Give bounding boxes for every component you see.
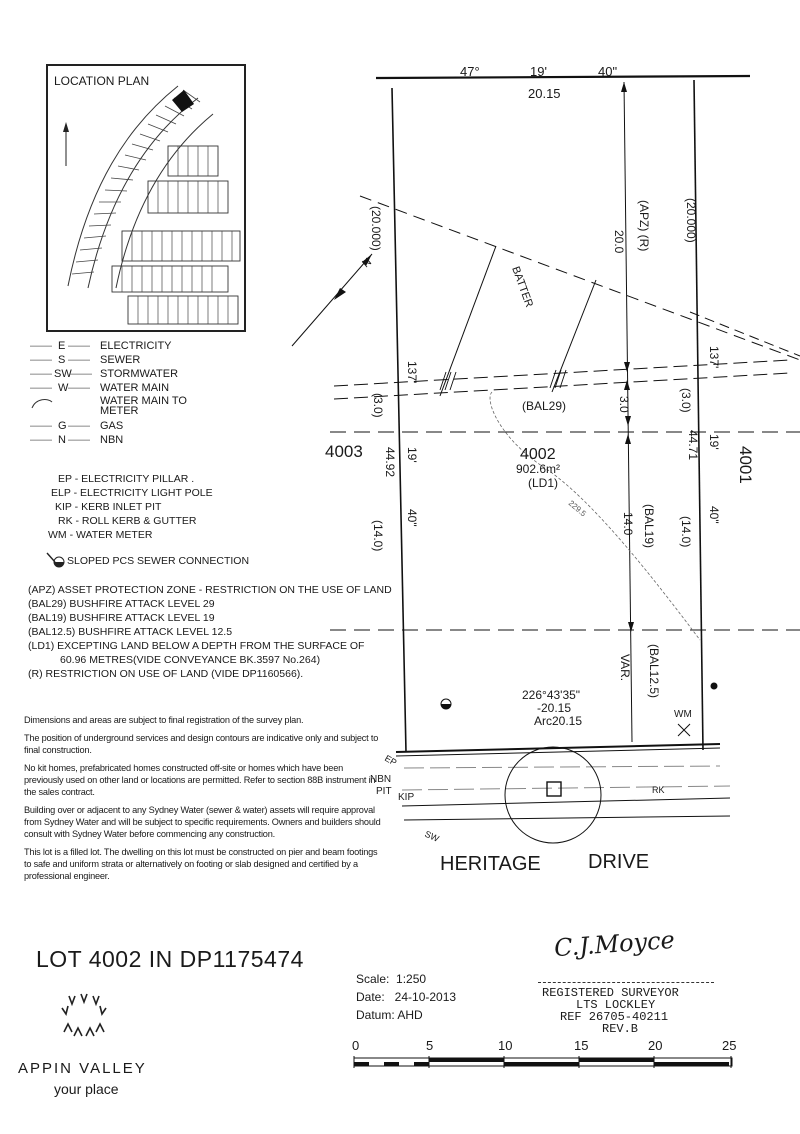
plan-label: (20.000) [369, 206, 383, 251]
plan-label: RK [652, 785, 665, 795]
plan-label: 19' [530, 64, 547, 79]
plan-label: 14.0 [621, 512, 635, 536]
location-plan-map [48, 66, 244, 330]
plan-label: 47° [460, 64, 480, 79]
plan-label: VAR. [618, 654, 632, 682]
plan-label: 3.0 [617, 396, 631, 413]
location-plan-title: LOCATION PLAN [54, 74, 150, 88]
right-boundary [694, 80, 703, 750]
plan-label: 19' [405, 447, 419, 463]
plan-label: (LD1) [528, 476, 559, 490]
plan-label: Arc20.15 [534, 714, 583, 728]
plan-label: (14.0) [371, 520, 385, 552]
scale-info: Scale: 1:250 [356, 972, 427, 986]
plan-label: (BAL12.5) [647, 644, 661, 699]
street-name: HERITAGE [440, 853, 541, 875]
brand-name: APPIN VALLEY [18, 1060, 147, 1077]
notes [24, 714, 384, 888]
brand [10, 988, 170, 1098]
street-name: DRIVE [588, 851, 650, 873]
scale-bar-graphic [354, 1056, 738, 1070]
plan-label: 229.5 [566, 498, 588, 519]
plan-label: 40" [598, 64, 618, 79]
surveyor-signature: C.J.Moyce [553, 925, 676, 963]
signature-line [538, 982, 714, 983]
plan-label: 40" [707, 506, 721, 524]
north-arrow-icon [292, 254, 375, 346]
plan-label: -20.15 [537, 701, 572, 715]
lot-title: LOT 4002 IN DP1175474 [36, 946, 304, 972]
plan-label: 44.71 [686, 430, 700, 461]
plan-label: N [360, 255, 375, 271]
water-meter-icon [678, 724, 690, 736]
service-pit-icon [547, 782, 561, 796]
brand-tagline: your place [54, 1081, 119, 1097]
plan-label: (20.000) [684, 198, 698, 243]
plan-label: 40" [405, 509, 419, 527]
plan-label: 4002 [520, 446, 556, 463]
left-boundary [392, 88, 406, 752]
plan-label: 4003 [325, 442, 363, 461]
datum-info: Datum: AHD [356, 1008, 423, 1022]
scale-bar: 0 5 10 15 20 25 [350, 1038, 750, 1074]
date-info: Date: 24-10-2013 [356, 990, 457, 1004]
note: Dimensions and areas are subject to final registration of the survey plan. [24, 715, 304, 725]
top-boundary [376, 76, 750, 78]
plan-label: 19' [707, 434, 721, 450]
note: The position of underground services and design contours are indicative only and subject to final construction. [24, 733, 379, 755]
note: This lot is a filled lot. The dwelling on this lot must be constructed on pier and beam footings to safe and uniform strata or alternatively on footing or slab designed and certified by a professional engineer. [24, 847, 378, 881]
plan-label: 137' [707, 346, 721, 369]
plan-label: (BAL29) [522, 399, 567, 413]
plan-label: 137' [405, 361, 419, 384]
plan-label: EP [383, 753, 399, 768]
plan-label: PIT [376, 786, 392, 797]
plan-label: (3.0) [679, 388, 693, 413]
plan-label: (14.0) [679, 516, 693, 548]
plan-label: 4001 [736, 446, 755, 484]
note: Building over or adjacent to any Sydney Water (sewer & water) assets will require approval from Sydney Water and will be subject to specific requirements. Owners and builders should consult with Sydney Water before commencing any construction. [24, 805, 381, 839]
plan-label: SW [423, 828, 441, 844]
site-plan [325, 0, 800, 900]
plan-label: BATTER [509, 264, 536, 310]
plan-label: 20.0 [612, 230, 626, 254]
plan-label: 902.6m² [516, 462, 561, 476]
cul-de-sac-arc [505, 747, 601, 843]
sewer-connection-icon [46, 552, 66, 568]
plan-label: 20.15 [528, 86, 561, 101]
plan-label: WM [674, 709, 692, 720]
appin-valley-logo-icon [54, 992, 114, 1044]
plan-label: KIP [398, 792, 415, 803]
contour-line [490, 392, 700, 640]
plan-label: (APZ) (R) [637, 200, 651, 252]
note: No kit homes, prefabricated homes constructed off-site or homes which have been previously used on other land or locations are permitted. Refer to section 88B instrument in the sales contract. [24, 763, 376, 797]
plan-label: (BAL19) [642, 504, 656, 549]
plan-label: 44.92 [383, 447, 397, 478]
plan-label: (3.0) [371, 393, 385, 418]
plan-label: NBN [370, 774, 392, 785]
plan-label: 226°43'35" [522, 688, 581, 702]
surveyor-block: C.J.Moyce REGISTERED SURVEYOR LTS LOCKLEY REF 26705-40211 REV.B [530, 924, 720, 1034]
location-plan [46, 64, 246, 332]
